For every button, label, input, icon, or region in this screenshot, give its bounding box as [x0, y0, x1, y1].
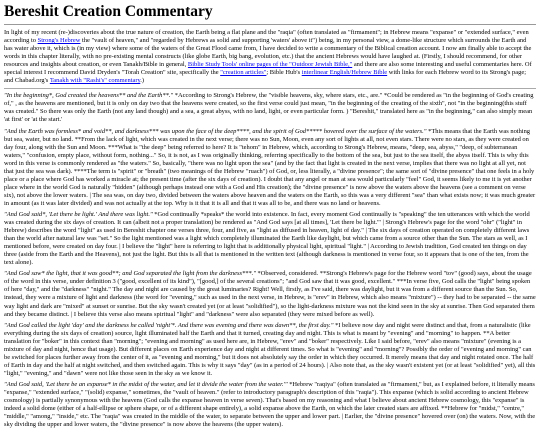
verse-quote: "And God said*, 'Let there be light.' And there was light." — [4, 210, 153, 218]
verse-commentary: *God continually *speaks* the world into existence. In fact, every moment God continually is "speaking" the ten utterances with which the world was created during the six days of creation. It can (albeit not a proper translation) be rendered as "And God says [at all times], 'Let there be light.'" | Strong's Hebrew's page for the word "ohr" ("light" in Hebrew) describes the word "light" as used in Bereshit chapter one verses three, four, and five, as "light as diffused in heaven, light of day." | The six days of creation operated on completely different laws than the world after natural law was "set." So the light mentioned was a light which completely illuminated the Earth like daylight, but which came from a source other than the Sun. The stars as well, as I mentioned before, were created on day four. | I believe the "light" here is referring to light that is additionally physical light, spiritual "light." | According to Jewish tradition, God created ten things on day three (aside from the Earth and the Heavens), not just the light. But this is all that is mentioned in the written text (although darkness is mentioned in verse four, so it appears that is one of the ten, from the text alone). — [4, 210, 530, 267]
commentary-verse-2 — [4, 128, 536, 208]
page-title: Bereshit Creation Commentary — [4, 2, 536, 25]
intro-text-5: with links for each Hebrew word to its Strong's page; and Chabad.org's — [4, 69, 526, 85]
intro-text-2: the "vault of heaven," and "regarded by Hebrews as solid and supporting 'waters' above it") being, in my personal view, a dome-like structure which surrounds the Earth and has water above it, which is (in my view) where some of the waters of the Great Flood came from, I have decided to write a commentary of the Biblical creation account. I now am finally able to accept the words in this chapter literally, with no pre-existing mental constructs (like globe Earth, big bang, evolution, etc.) that the ancient Hebrews would have laughed at. (Firstly, I should recommend, for other resources and insights about creation, or even Tanakh/Bible in general, — [4, 37, 532, 69]
verse-quote: "And God said, 'Let there be an expanse* in the midst of the water, and let it divide the water from the water.'" — [4, 380, 288, 388]
commentary-verse-1 — [4, 92, 536, 124]
interlinear-bible-link[interactable]: interlinear English/Hebrew Bible — [301, 69, 388, 77]
intro-paragraph — [4, 29, 536, 85]
verse-quote: "And God called the light 'day' and the darkness he called 'night'*. And there was evening and there was dawn**, the first day." — [4, 321, 334, 329]
tanakh-rashi-link[interactable]: Tanakh with "Rashi's" commentary — [49, 77, 141, 85]
divider — [4, 88, 536, 89]
intro-text-6: .) — [140, 77, 145, 85]
commentary-verse-5 — [4, 322, 536, 378]
intro-text-4: ; Bible Hub's — [266, 69, 302, 77]
verse-quote: "And the Earth was formless* and void**, and darkness*** was upon the face of the deep****, and the spirit of God***** hovered over the surface of the waters." — [4, 127, 427, 135]
verse-quote: "In the beginning*, God created the heavens** and the Earth**." — [4, 92, 174, 100]
verse-quote: "And God saw* the light, that it was good**; and God separated the light from the darkness***." — [4, 270, 256, 278]
verse-commentary: *I believe now day and night were distinct and that, from a naturalistic (like everything during the six days of creation) source, light illuminated half the Earth and that it turned, creating day and night. This is what is meant by "evening" and "morning" to happen. **A better translation for "boker" in this context than "morning"; "evening and morning" as used here are, in Hebrew, "erev" and "boker" respectively. Like I said before, "erev" also means "mixture" (evening is a mixture of day and night, hence that usage). But different places on Earth experience day and night at different times. So what is "evening" and "morning"? Possibly the order of "evening and morning" can be switched for places further away from the center of it, as "evening and morning," but it does not absolutely say the order in which they occurred. It merely means that day and night rotated once. The half of Earth in day and the half at night switched, and then switched again. This is why it says "day" (as in a period of 24 hours). | Also note that, as the sky wasn't existent yet (or at least "solidified" yet), all this "light," "evening," and "dawn" were not like those seen in the sky as we know it. — [4, 321, 536, 377]
verse-commentary: *This means that the Earth was nothing but sea, water, but no land. **From the lack of light, which was created in the next verse; there was no Sun, Moon, even any sort of lights at all, not even stars. There were no stars, as they were created on day four, along with the Sun and Moon. ***What is "the deep" being referred to here? It is "tehom" in Hebrew, which, according to Strong's Hebrew, means, "deep, sea, abyss," "deep, of subterranean waters," "confusion, empty place, without form, nothing..." So, it is not, as I was originally thinking, referring specifically to the bottom of the sea, but just to the sea itself, the abyss itself. This is why this word in this verse is commonly rendered as "the waters." So, basically, "there was no light upon the sea" (and by the fact that light is created in the next verse, implies that there was no light at all yet, not that just the sea was dark). ****The term is "spirit" or "breath" (two meanings of the Hebrew "ruach") of God, or, less literally, a "divine presence"; the same sort of "divine presence" that one feels in a holy place or a place where God has worked a miracle at; the present time (after the six days of creation). I doubt that any angel or man at sea would particularly "feel" God, it seems likely to me it is yet another place where in the world God is naturally "hidden" (although perhaps instead one with a God and His creation); the "divine presence" is now above the waters above the heavens (see a comment on verse six), not above the lower waters. | The sea was, on day two, divided between the waters above heaven and the waters on the Earth, so this was a very different "sea" than what exists now; it was much greater in amount (as it was later divided) and was not actually at the top. Why is it that it is all and that it was all to be, and there was no land or heavens. — [4, 127, 536, 207]
verse-commentary: *Observed, considered. **Strong's Hebrew's page for the Hebrew word "tov" (good) says, about the usage of the word in this verse, under definition 3 ("good, excellent of its kind"), "[good,] of the several creations"; "and God saw that it was good, excellent." ***In verse five, God calls the "light" being spoken of here "day," and the "darkness" "night." The day and night are caused by the great luminaries? Right! Well, firstly, as I've said, there was daylight, but it was from a different source than the Sun. So, instead, they were a mixture of light and darkness (the word for "evening," such as used in the next verse, in Hebrew, is "erev" in Hebrew, which also means "mixture") -- they had to be separated -- the same way light and dark are "mixed" at sunset or sunrise. But the sky wasn't created yet (or at least "solidified"), so the light-darkness mixture was not the kind seen in the sky at sunrise. Then God separated them and they became distinct. | I believe this verse also means spiritual "light" and "darkness" were also separated (they were mixed before as well). — [4, 270, 536, 318]
intro-text-3: and there are also some interesting and useful commentaries here. Of special interest I recommend David Dryden's "Torah Creation" site, specifically the — [4, 61, 532, 77]
strongs-hebrew-link[interactable]: Strong's Hebrew — [37, 37, 81, 45]
creation-articles-link[interactable]: "creation articles" — [220, 69, 267, 77]
verse-commentary: *Hebrew "raqiya" (often translated as "firmament," but, as I explained before, it literally means "expanse," "extended surface," "(solid) expanse," sometimes, the "vault of heaven." (refer to introductory paragraph's description of this "raqia"). This expanse (which is solid according to ancient Hebrew cosmology) is partially synonymous with the heavens (God calls the expanse heaven in verse seven). That's based on my reasoning and what I believe about ancient Hebrew cosmology, this "expanse" is indeed a solid dome (either of a half-ellipse or sphere shape, or of a different shape entirely), a solid expanse above the Earth, on which the later created stars are affixed. **Hebrew for "midst," "centre," "middle," "among," "inside," etc. The "raqia" was created in the middle of the water, to separate between the upper and lower part. | Earlier, the "divine presence" hovered over (on) the waters. Now, with the sky dividing the upper and lower waters, the "divine presence" is now above the heavens (the upper waters). — [4, 380, 536, 429]
intro-text-1: In light of my recent (re-)discoveries about the true nature of creation, the Earth being a flat plane and the "raqia" (often translated as "firmament"; in Hebrew means "expanse" or "extended surface," even according to — [4, 29, 529, 45]
commentary-verse-3 — [4, 211, 536, 267]
verse-commentary: *According to Strong's Hebrew, the "visible heavens, sky, where stars, etc., are." *Could be rendered as "in the beginning of God's creating of," , as the heavens are mentioned, but it is only on day two that the heavens were created, so the first verse could just mean, "in the beginning of the creating of the sixth", not "in the beginning(this stuff was created." So there was only the Earth (not any land though) and a sea, a great abyss, with no land, light, or even particular form. ) "Bereshit," translated here as "in the beginning," can also simply mean 'at first' or 'at the start.' — [4, 92, 534, 124]
bible-study-tools-link[interactable]: Biblie Study Tools' online pages of the "Outdoor Jewish Bible," — [187, 61, 353, 69]
commentary-verse-4 — [4, 270, 536, 318]
